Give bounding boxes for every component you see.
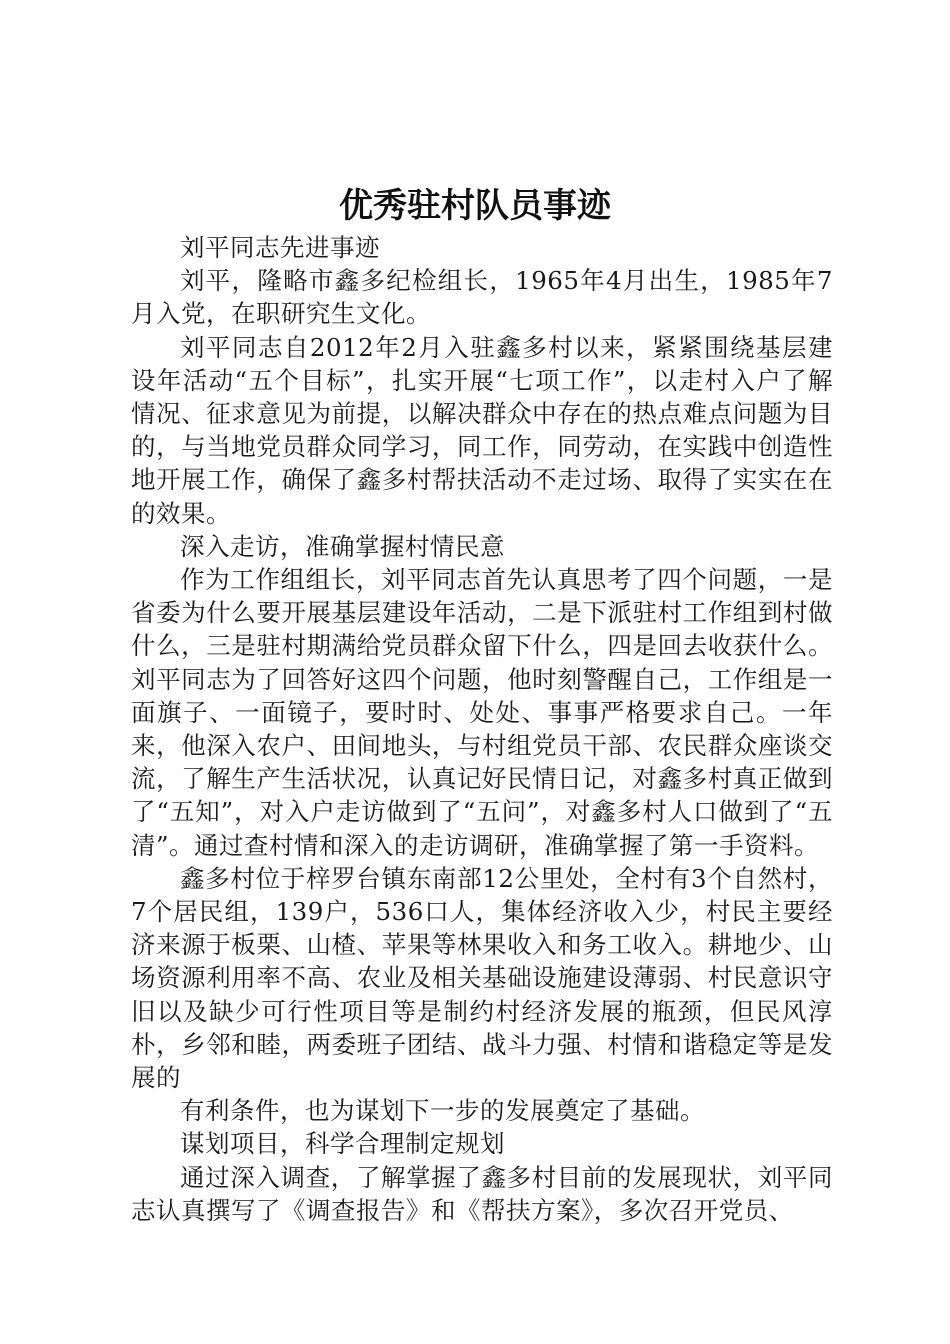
document-title: 优秀驻村队员事迹	[339, 186, 611, 226]
body-paragraph: 通过深入调查，了解掌握了鑫多村目前的发展现状，刘平同志认真撰写了《调查报告》和《帮扶方案》，多次召开党员、	[131, 1162, 833, 1225]
body-paragraph: 刘平同志自2012年2月入驻鑫多村以来，紧紧围绕基层建设年活动“五个目标”，扎实开展“七项工作”，以走村入户了解情况、征求意见为前提，以解决群众中存在的热点难点问题为目的，与当地党员群众同学习，同工作，同劳动，在实践中创造性地开展工作，确保了鑫多村帮扶活动不走过场、取得了实实在在的效果。	[131, 332, 833, 528]
body-paragraph: 作为工作组组长，刘平同志首先认真思考了四个问题，一是省委为什么要开展基层建设年活动，二是下派驻村工作组到村做什么，三是驻村期满给党员群众留下什么，四是回去收获什么。刘平同志为了回答好这四个问题，他时刻警醒自己，工作组是一面旗子、一面镜子，要时时、处处、事事严格要求自己。一年来，他深入农户、田间地头，与村组党员干部、农民群众座谈交流，了解生产生活状况，认真记好民情日记，对鑫多村真正做到了“五知”，对入户走访做到了“五问”，对鑫多村人口做到了“五清”。通过查村情和深入的走访调研，准确掌握了第一手资料。	[131, 565, 833, 860]
section-heading: 刘平同志先进事迹	[180, 233, 380, 262]
section-heading: 谋划项目，科学合理制定规划	[180, 1129, 505, 1159]
body-paragraph: 鑫多村位于梓罗台镇东南部12公里处，全村有3个自然村，7个居民组，139户，536口人，集体经济收入少，村民主要经济来源于板栗、山楂、苹果等林果收入和务工收入。耕地少、山场资源利用率不高、农业及相关基础设施建设薄弱、村民意识守旧以及缺少可行性项目等是制约村经济发展的瓶颈，但民风淳朴，乡邻和睦，两委班子团结、战斗力强、村情和谐稳定等是发展的	[131, 863, 833, 1093]
body-paragraph: 有利条件，也为谋划下一步的发展奠定了基础。	[180, 1096, 705, 1126]
section-heading: 深入走访，准确掌握村情民意	[180, 531, 505, 561]
body-paragraph: 刘平，隆略市鑫多纪检组长，1965年4月出生，1985年7月入党，在职研究生文化。	[131, 266, 833, 329]
document-body	[131, 231, 833, 1227]
